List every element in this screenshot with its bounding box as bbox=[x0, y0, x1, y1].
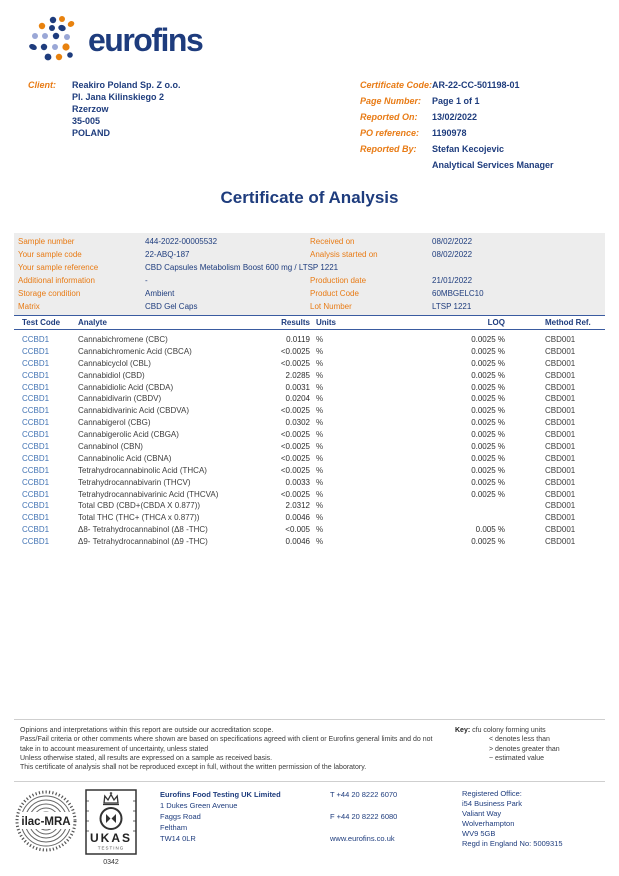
sample-info-value: 444-2022-00005532 bbox=[145, 237, 218, 246]
results-row bbox=[14, 393, 605, 405]
certificate-meta-label bbox=[360, 159, 432, 175]
result-method-ref: CBD001 bbox=[545, 370, 576, 380]
key-items bbox=[455, 735, 605, 763]
result-units: % bbox=[316, 513, 324, 523]
result-value: <0.0025 bbox=[280, 406, 310, 416]
result-value: 0.0033 bbox=[285, 477, 310, 487]
certificate-meta-value: 1190978 bbox=[432, 128, 467, 138]
certificate-meta-row bbox=[360, 111, 554, 127]
certificate-meta-label: Reported On: bbox=[360, 112, 418, 122]
sample-info-label: Lot Number bbox=[310, 302, 352, 311]
result-loq: 0.0025 % bbox=[471, 346, 505, 356]
result-test-code: CCBD1 bbox=[22, 382, 50, 392]
result-analyte: Cannabidiolic Acid (CBDA) bbox=[78, 382, 174, 392]
results-row bbox=[14, 358, 605, 370]
certificate-meta-label: Reported By: bbox=[360, 144, 417, 154]
results-row bbox=[14, 453, 605, 465]
result-units: % bbox=[316, 358, 324, 368]
client-address bbox=[72, 79, 181, 139]
disclaimer-line: Pass/Fail criteria or other comments where shown are based on specifications agreed with client or Eurofins general limits and do not take in to account measurement of uncertainty, unless stated bbox=[20, 736, 433, 753]
result-loq bbox=[340, 500, 505, 512]
result-test-code: CCBD1 bbox=[22, 537, 50, 547]
result-test-code: CCBD1 bbox=[22, 346, 50, 356]
results-row bbox=[14, 536, 605, 548]
sample-info-label: Storage condition bbox=[18, 289, 81, 298]
result-method-ref: CBD001 bbox=[545, 335, 576, 344]
certificate-meta-row bbox=[360, 79, 554, 95]
result-value: <0.005 bbox=[285, 525, 310, 535]
result-loq: 0.0025 % bbox=[471, 406, 505, 416]
results-row bbox=[14, 524, 605, 536]
certificate-meta-label: PO reference: bbox=[360, 128, 420, 138]
footer-fax: F +44 20 8222 6080 bbox=[330, 812, 398, 821]
disclaimer-text bbox=[14, 726, 442, 772]
result-method-ref: CBD001 bbox=[545, 465, 576, 475]
disclaimer-line: This certificate of analysis shall not be reproduced except in full, without the written permission of the laboratory. bbox=[20, 764, 367, 772]
key-first-line bbox=[455, 726, 605, 735]
result-units: % bbox=[316, 335, 324, 344]
certificate-meta-value: Stefan Kecojevic bbox=[432, 144, 505, 154]
key-label: Key: bbox=[455, 727, 471, 734]
result-loq: 0.0025 % bbox=[471, 430, 505, 440]
disclaimer-section bbox=[14, 719, 605, 772]
footer-registered-line: Valiant Way bbox=[462, 809, 502, 818]
result-value: 2.0312 bbox=[285, 501, 310, 511]
footer-registered-line: Wolverhampton bbox=[462, 819, 515, 828]
result-units: % bbox=[316, 442, 324, 452]
results-row bbox=[14, 500, 605, 512]
footer-registered-office bbox=[462, 789, 563, 866]
result-test-code: CCBD1 bbox=[22, 358, 50, 368]
results-row bbox=[14, 512, 605, 524]
sample-info-label: Analysis started on bbox=[310, 250, 378, 259]
footer-company-name: Eurofins Food Testing UK Limited bbox=[160, 790, 281, 799]
header-analyte: Analyte bbox=[78, 318, 107, 327]
svg-text:ilac-MRA: ilac-MRA bbox=[21, 816, 71, 828]
result-analyte: Tetrahydrocannabivarinic Acid (THCVA) bbox=[78, 489, 219, 499]
result-test-code: CCBD1 bbox=[22, 335, 50, 344]
result-analyte: Cannabinolic Acid (CBNA) bbox=[78, 453, 172, 463]
disclaimer-line: Unless otherwise stated, all results are expressed on a sample as received basis. bbox=[20, 754, 273, 762]
client-address-line: Reakiro Poland Sp. Z o.o. bbox=[72, 80, 181, 90]
result-analyte: Cannabicyclol (CBL) bbox=[78, 358, 151, 368]
result-analyte: Cannabigerolic Acid (CBGA) bbox=[78, 430, 179, 440]
certificate-meta-row bbox=[360, 127, 554, 143]
result-test-code: CCBD1 bbox=[22, 525, 50, 535]
result-loq: 0.0025 % bbox=[471, 418, 505, 428]
sample-info-panel bbox=[14, 233, 605, 315]
result-method-ref: CBD001 bbox=[545, 489, 576, 499]
result-method-ref: CBD001 bbox=[545, 394, 576, 404]
result-loq: 0.0025 % bbox=[471, 477, 505, 487]
result-analyte: Cannabichromenic Acid (CBCA) bbox=[78, 346, 192, 356]
certificate-meta-value: Page 1 of 1 bbox=[432, 96, 480, 106]
reported-by-title-row bbox=[360, 159, 554, 175]
result-loq: 0.0025 % bbox=[471, 489, 505, 499]
sample-info-label: Additional information bbox=[18, 276, 95, 285]
results-table bbox=[14, 315, 605, 548]
client-address-line: Pl. Jana Kilinskiego 2 bbox=[72, 92, 165, 102]
result-units: % bbox=[316, 525, 324, 535]
result-method-ref: CBD001 bbox=[545, 406, 576, 416]
result-method-ref: CBD001 bbox=[545, 513, 576, 523]
key-item: > denotes greater than bbox=[489, 745, 560, 753]
result-test-code: CCBD1 bbox=[22, 453, 50, 463]
sample-info-value: CBD Gel Caps bbox=[145, 302, 198, 311]
result-analyte: Cannabidiol (CBD) bbox=[78, 370, 145, 380]
result-analyte: Cannabichromene (CBC) bbox=[78, 335, 168, 344]
results-table-body bbox=[14, 334, 605, 548]
sample-info-label: Product Code bbox=[310, 289, 359, 298]
results-row bbox=[14, 465, 605, 477]
sample-info-value: 60MBGELC10 bbox=[432, 289, 484, 298]
result-method-ref: CBD001 bbox=[545, 358, 576, 368]
result-loq: 0.0025 % bbox=[471, 537, 505, 547]
result-test-code: CCBD1 bbox=[22, 406, 50, 416]
result-units: % bbox=[316, 430, 324, 440]
sample-info-row bbox=[14, 235, 605, 248]
result-analyte: Tetrahydrocannabivarin (THCV) bbox=[78, 477, 191, 487]
footer-company-address-line: TW14 0LR bbox=[160, 834, 196, 843]
key-cfu-definition: cfu colony forming units bbox=[472, 727, 546, 734]
result-analyte: Total THC (THC+ (THCA x 0.877)) bbox=[78, 513, 200, 523]
result-value: 0.0046 bbox=[285, 513, 310, 523]
result-value: <0.0025 bbox=[280, 430, 310, 440]
result-value: 0.0302 bbox=[285, 418, 310, 428]
result-value: <0.0025 bbox=[280, 465, 310, 475]
result-method-ref: CBD001 bbox=[545, 525, 576, 535]
result-loq: 0.005 % bbox=[475, 525, 505, 535]
results-row bbox=[14, 477, 605, 489]
sample-info-value: - bbox=[145, 276, 148, 285]
result-test-code: CCBD1 bbox=[22, 465, 50, 475]
result-test-code: CCBD1 bbox=[22, 513, 50, 523]
result-test-code: CCBD1 bbox=[22, 489, 50, 499]
result-value: <0.0025 bbox=[280, 358, 310, 368]
result-loq: 0.0025 % bbox=[471, 358, 505, 368]
result-analyte: Δ9- Tetrahydrocannabinol (Δ9 -THC) bbox=[78, 537, 208, 547]
eurofins-wordmark: eurofins bbox=[88, 22, 203, 58]
sample-info-row bbox=[14, 300, 605, 313]
result-value: <0.0025 bbox=[280, 489, 310, 499]
ukas-accreditation-number: 0342 bbox=[103, 859, 119, 866]
client-label: Client: bbox=[28, 80, 56, 90]
sample-info-value: LTSP 1221 bbox=[432, 302, 472, 311]
sample-info-label: Matrix bbox=[18, 302, 40, 311]
result-test-code: CCBD1 bbox=[22, 418, 50, 428]
sample-info-value bbox=[432, 261, 605, 274]
result-method-ref: CBD001 bbox=[545, 453, 576, 463]
result-value: 0.0204 bbox=[285, 394, 310, 404]
client-address-line: POLAND bbox=[72, 128, 110, 138]
sample-info-label bbox=[310, 261, 432, 274]
results-row bbox=[14, 370, 605, 382]
result-value: 2.0285 bbox=[285, 370, 310, 380]
sample-info-value: 22-ABQ-187 bbox=[145, 250, 190, 259]
result-analyte: Cannabigerol (CBG) bbox=[78, 418, 151, 428]
result-loq bbox=[340, 512, 505, 524]
result-method-ref: CBD001 bbox=[545, 442, 576, 452]
result-loq: 0.0025 % bbox=[471, 335, 505, 344]
result-loq: 0.0025 % bbox=[471, 442, 505, 452]
header-units: Units bbox=[316, 318, 336, 327]
svg-text:UKAS: UKAS bbox=[89, 831, 133, 845]
result-test-code: CCBD1 bbox=[22, 430, 50, 440]
result-units: % bbox=[316, 418, 324, 428]
client-block bbox=[28, 79, 181, 139]
footer-registered-line: Regd in England No: 5009315 bbox=[462, 839, 563, 848]
result-units: % bbox=[316, 453, 324, 463]
certificate-meta-row bbox=[360, 143, 554, 159]
client-address-line: Rzerzow bbox=[72, 104, 109, 114]
result-units: % bbox=[316, 406, 324, 416]
result-analyte: Δ8- Tetrahydrocannabinol (Δ8 -THC) bbox=[78, 525, 208, 535]
sample-info-value: 21/01/2022 bbox=[432, 276, 473, 285]
result-value: 0.0046 bbox=[285, 537, 310, 547]
result-loq: 0.0025 % bbox=[471, 382, 505, 392]
result-units: % bbox=[316, 477, 324, 487]
results-row bbox=[14, 382, 605, 394]
footer-company-address-line: 1 Dukes Green Avenue bbox=[160, 801, 238, 810]
ukas-logo bbox=[83, 789, 139, 856]
result-analyte: Cannabidivarin (CBDV) bbox=[78, 394, 162, 404]
certificate-meta-value: 13/02/2022 bbox=[432, 112, 478, 122]
result-method-ref: CBD001 bbox=[545, 501, 576, 511]
sample-info-label: Received on bbox=[310, 237, 355, 246]
result-method-ref: CBD001 bbox=[545, 430, 576, 440]
result-value: 0.0119 bbox=[286, 335, 310, 344]
footer-website: www.eurofins.co.uk bbox=[330, 834, 395, 843]
result-test-code: CCBD1 bbox=[22, 370, 50, 380]
result-analyte: Total CBD (CBD+(CBDA X 0.877)) bbox=[78, 501, 201, 511]
client-address-line: 35-005 bbox=[72, 116, 101, 126]
key-item: ~ estimated value bbox=[489, 754, 545, 762]
sample-info-value: CBD Capsules Metabolism Boost 600 mg / LTSP 1221 bbox=[145, 263, 339, 272]
sample-info-label: Your sample code bbox=[18, 250, 82, 259]
results-row bbox=[14, 441, 605, 453]
sample-info-label: Your sample reference bbox=[18, 263, 99, 272]
certificate-meta bbox=[360, 79, 554, 175]
header-loq: LOQ bbox=[487, 318, 505, 327]
results-row bbox=[14, 346, 605, 358]
disclaimer-line: Opinions and interpretations within this report are outside our accreditation scope. bbox=[20, 727, 274, 734]
header-method-ref: Method Ref. bbox=[545, 318, 591, 327]
footer-registered-line: Registered Office: bbox=[462, 789, 522, 798]
footer-company-address-line: Feltham bbox=[160, 823, 188, 832]
header-results: Results bbox=[281, 318, 310, 327]
result-units: % bbox=[316, 537, 324, 547]
certificate-meta-rows bbox=[360, 79, 554, 159]
header-test-code: Test Code bbox=[22, 318, 61, 327]
result-method-ref: CBD001 bbox=[545, 477, 576, 487]
svg-text:TESTING: TESTING bbox=[97, 845, 125, 851]
results-table-header bbox=[14, 315, 605, 330]
results-row bbox=[14, 417, 605, 429]
accreditation-logos bbox=[14, 789, 160, 866]
result-loq: 0.0025 % bbox=[471, 394, 505, 404]
footer-contact bbox=[330, 789, 462, 866]
sample-info-label: Sample number bbox=[18, 237, 75, 246]
footer-registered-line: i54 Business Park bbox=[462, 799, 523, 808]
footer-company-address-line: Faggs Road bbox=[160, 812, 201, 821]
ilac-mra-logo bbox=[14, 789, 78, 853]
sample-info-row bbox=[14, 248, 605, 261]
result-test-code: CCBD1 bbox=[22, 442, 50, 452]
certificate-meta-row bbox=[360, 95, 554, 111]
result-loq: 0.0025 % bbox=[471, 465, 505, 475]
result-test-code: CCBD1 bbox=[22, 477, 50, 487]
result-value: <0.0025 bbox=[280, 346, 310, 356]
result-value: <0.0025 bbox=[280, 453, 310, 463]
sample-info-label: Production date bbox=[310, 276, 367, 285]
result-method-ref: CBD001 bbox=[545, 418, 576, 428]
result-method-ref: CBD001 bbox=[545, 537, 576, 547]
ukas-logo-block bbox=[83, 789, 139, 866]
eurofins-dots-icon bbox=[28, 14, 80, 66]
result-units: % bbox=[316, 501, 324, 511]
result-units: % bbox=[316, 394, 324, 404]
sample-info-value: Ambient bbox=[145, 289, 175, 298]
footer-company-lines bbox=[160, 800, 330, 844]
result-units: % bbox=[316, 382, 324, 392]
result-units: % bbox=[316, 465, 324, 475]
result-test-code: CCBD1 bbox=[22, 501, 50, 511]
certificate-meta-label: Page Number: bbox=[360, 96, 422, 106]
sample-info-row bbox=[14, 287, 605, 300]
result-value: <0.0025 bbox=[280, 442, 310, 452]
results-row bbox=[14, 489, 605, 501]
result-analyte: Cannabidivarinic Acid (CBDVA) bbox=[78, 406, 190, 416]
result-loq: 0.0025 % bbox=[471, 453, 505, 463]
result-test-code: CCBD1 bbox=[22, 394, 50, 404]
key-legend bbox=[455, 726, 605, 772]
certificate-meta-value: AR-22-CC-501198-01 bbox=[432, 80, 520, 90]
result-units: % bbox=[316, 489, 324, 499]
result-units: % bbox=[316, 346, 324, 356]
footer bbox=[14, 781, 605, 866]
result-analyte: Tetrahydrocannabinolic Acid (THCA) bbox=[78, 465, 207, 475]
result-method-ref: CBD001 bbox=[545, 382, 576, 392]
results-row bbox=[14, 405, 605, 417]
result-units: % bbox=[316, 370, 324, 380]
results-row bbox=[14, 429, 605, 441]
key-item: < denotes less than bbox=[489, 736, 550, 744]
results-row bbox=[14, 334, 605, 346]
sample-info-value: 08/02/2022 bbox=[432, 250, 473, 259]
sample-info-row bbox=[14, 274, 605, 287]
result-loq: 0.0025 % bbox=[471, 370, 505, 380]
result-value: 0.0031 bbox=[285, 382, 310, 392]
sample-info-row bbox=[14, 261, 605, 274]
sample-info-value: 08/02/2022 bbox=[432, 237, 473, 246]
footer-telephone: T +44 20 8222 6070 bbox=[330, 790, 398, 799]
page-title: Certificate of Analysis bbox=[220, 188, 399, 207]
certificate-meta-label: Certificate Code: bbox=[360, 80, 433, 90]
footer-registered-line: WV9 5GB bbox=[462, 829, 496, 838]
eurofins-logo bbox=[28, 14, 202, 66]
reported-by-title: Analytical Services Manager bbox=[432, 160, 554, 170]
result-method-ref: CBD001 bbox=[545, 346, 576, 356]
footer-company-address bbox=[160, 789, 330, 866]
result-analyte: Cannabinol (CBN) bbox=[78, 442, 143, 452]
